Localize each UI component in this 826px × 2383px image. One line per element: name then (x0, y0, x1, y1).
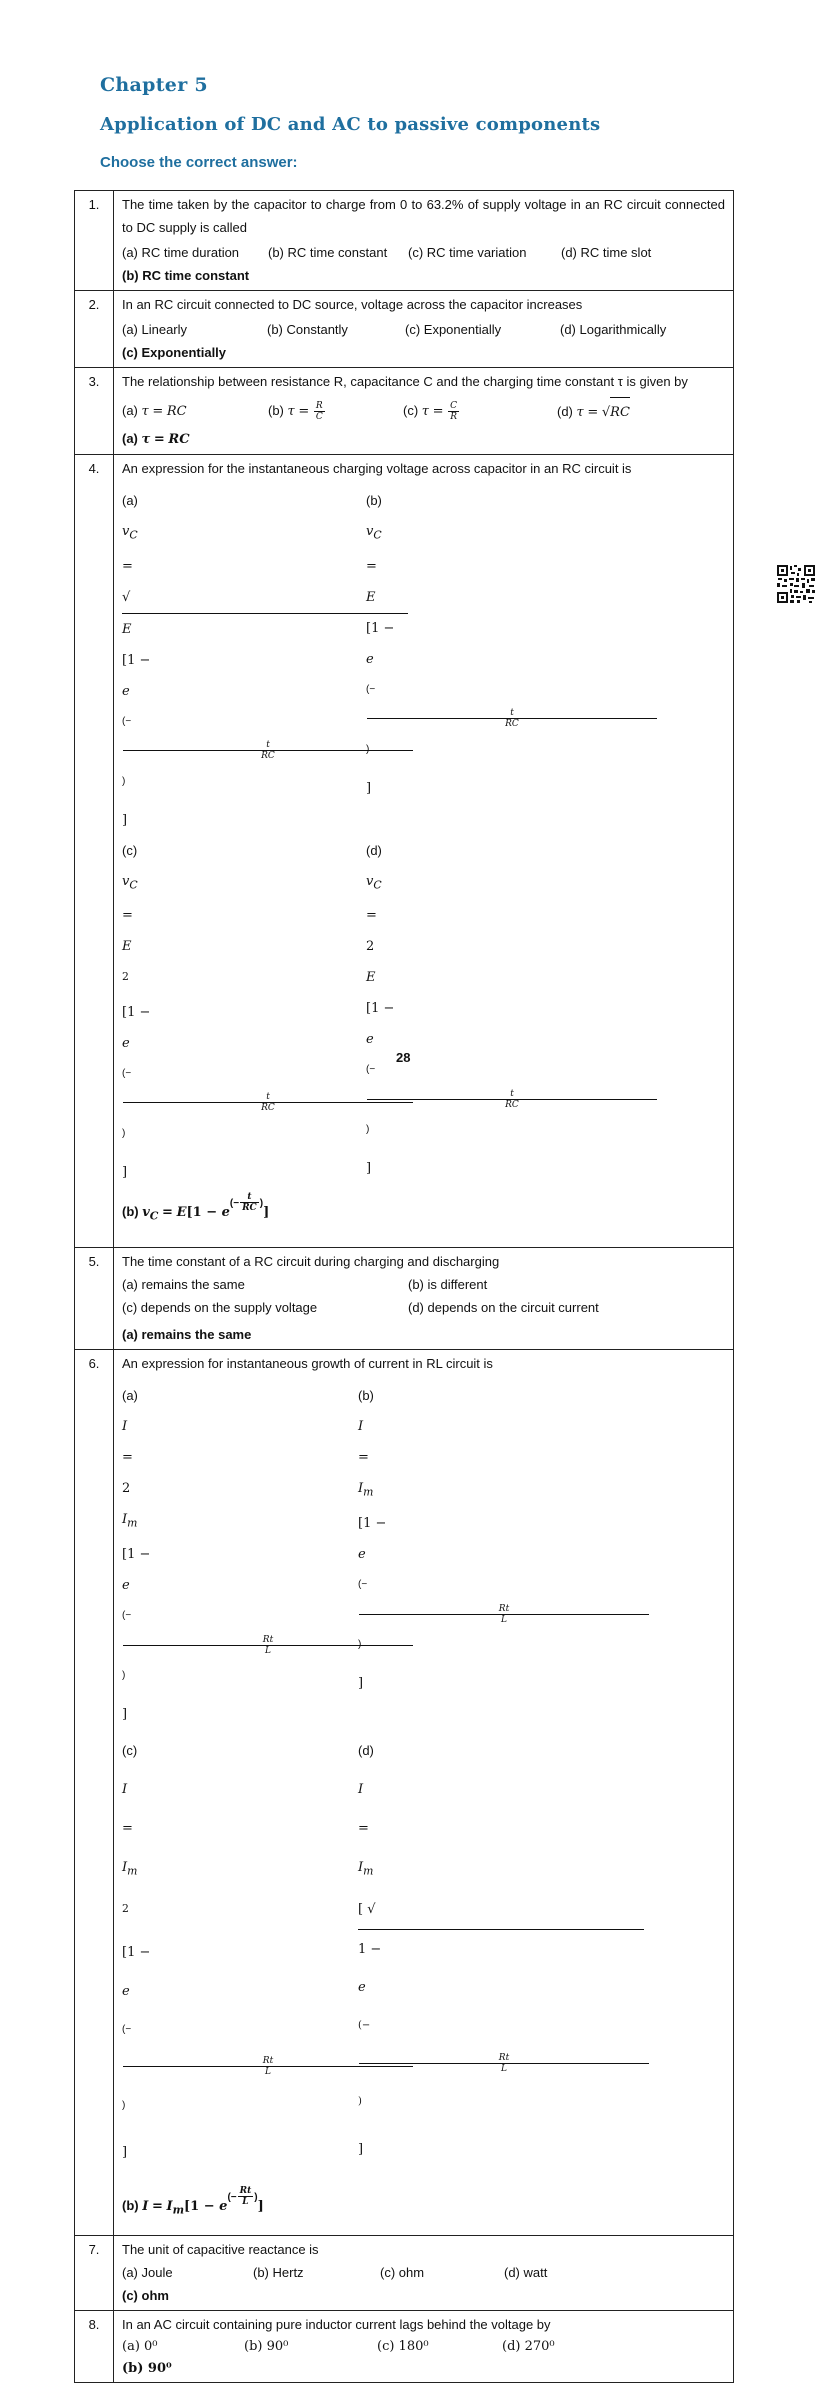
question-text: The relationship between resistance R, capacitance C and the charging time constant τ is given by (122, 374, 688, 389)
question-number: 8. (75, 2311, 114, 2383)
question-row-3 (75, 368, 734, 455)
answer: (b) RC time constant (122, 268, 250, 283)
answer: (c) Exponentially (122, 345, 227, 360)
option-d: (d) 270⁰ (502, 2339, 555, 2355)
option-a: (a) Linearly (122, 322, 188, 337)
question-text: The time constant of a RC circuit during charging and discharging (122, 1254, 500, 1270)
option-c: (c) Exponentially (405, 322, 502, 337)
option-c: (c) RC time variation (408, 245, 527, 260)
option-a: (a) $v_C = √E[1 -e(-$ $\frac{t}{RC}$ )] (122, 486, 366, 836)
option-c: (c) τ = $\frac{C}{R}$ (403, 401, 458, 423)
option-d: (d) depends on the circuit current (408, 1300, 599, 1316)
question-number: 3. (75, 368, 114, 455)
answer: (c) ohm (122, 2288, 169, 2304)
instruction: Choose the correct answer: (100, 154, 298, 171)
option-d: (d) $v_C = 2E[1 -e(-$ $\frac{t}{RC}$ )] (366, 836, 652, 1188)
option-a: (a) $I = 2I_m[1 -e(-$ $\frac{Rt}{L}$ )] (122, 1381, 358, 1730)
chapter-title: Application of DC and AC to passive components (100, 114, 601, 135)
question-number: 4. (75, 455, 114, 1248)
option-a: (a) remains the same (122, 1277, 245, 1293)
chapter-heading: Chapter 5 (100, 74, 208, 96)
question-number: 7. (75, 2236, 114, 2311)
question-text: In an AC circuit containing pure inductor current lags behind the voltage by (122, 2317, 551, 2333)
answer: (a) remains the same (122, 1327, 252, 1343)
question-number: 2. (75, 291, 114, 368)
option-c: (c) depends on the supply voltage (122, 1300, 318, 1316)
option-a: (a) Joule (122, 2265, 173, 2281)
option-b: (b) $v_C = E[1 -e(-$ $\frac{t}{RC}$ )] (366, 486, 652, 836)
question-number: 1. (75, 191, 114, 291)
option-b: (b) Constantly (267, 322, 348, 337)
question-number: 5. (75, 1248, 114, 1350)
option-d: (d) RC time slot (561, 245, 652, 260)
option-b: (b) $I = I_m[1 -e(-$ $\frac{Rt}{L}$ )] (358, 1381, 644, 1730)
question-row-7 (75, 2236, 734, 2311)
answer: (a) τ = RC (122, 431, 190, 447)
option-b: (b) τ = $\frac{R}{C}$ (268, 401, 323, 423)
answer: (b) 90⁰ (122, 2361, 172, 2377)
option-a: (a) RC time duration (122, 245, 240, 260)
question-row-1 (75, 191, 734, 291)
option-c: (c) ohm (380, 2265, 425, 2281)
question-row-4 (75, 455, 734, 1248)
question-row-8 (75, 2311, 734, 2383)
answer: (b) $v_C = E[1 - e(-$ $\frac{t}{RC}$ )] (122, 1192, 270, 1223)
question-table (74, 190, 734, 2383)
option-b: (b) RC time constant (268, 245, 388, 260)
option-b: (b) is different (408, 1277, 488, 1293)
question-text: An expression for instantaneous growth of current in RL circuit is (122, 1356, 493, 1372)
question-row-6 (75, 1350, 734, 2236)
question-text: The unit of capacitive reactance is (122, 2242, 319, 2258)
page-number: 28 (396, 1050, 411, 1065)
option-b: (b) 90⁰ (244, 2339, 289, 2355)
option-d: (d) τ = √RC (557, 397, 630, 427)
question-row-2 (75, 291, 734, 368)
option-d: (d) watt (504, 2265, 548, 2281)
option-a: (a) 0⁰ (122, 2339, 158, 2355)
question-row-5 (75, 1248, 734, 1350)
option-b: (b) Hertz (253, 2265, 304, 2281)
option-d: (d) $I = I_m$[ √1 − e(− $\frac{Rt}{L}$ )] (358, 1732, 644, 2172)
option-a: (a) τ = RC (122, 403, 187, 419)
question-number: 6. (75, 1350, 114, 2236)
qr-code-icon (776, 564, 816, 604)
question-text: An expression for the instantaneous charging voltage across capacitor in an RC circuit is (122, 461, 632, 476)
option-c: (c) $I = I_m^2[1 -e(-$ $\frac{Rt}{L}$ )] (122, 1732, 358, 2172)
option-c: (c) $v_C = E^2[1 -e(-$ $\frac{t}{RC}$ )] (122, 836, 366, 1188)
question-text: In an RC circuit connected to DC source, voltage across the capacitor increases (122, 297, 583, 312)
option-c: (c) 180⁰ (377, 2339, 429, 2355)
answer: (b) $I = I_m[1 - e(-$ $\frac{Rt}{L}$ )] (122, 2186, 264, 2217)
question-text: The time taken by the capacitor to charge from 0 to 63.2% of supply voltage in an RC circuit connected to DC supply is called (122, 197, 725, 235)
option-d: (d) Logarithmically (560, 322, 667, 337)
